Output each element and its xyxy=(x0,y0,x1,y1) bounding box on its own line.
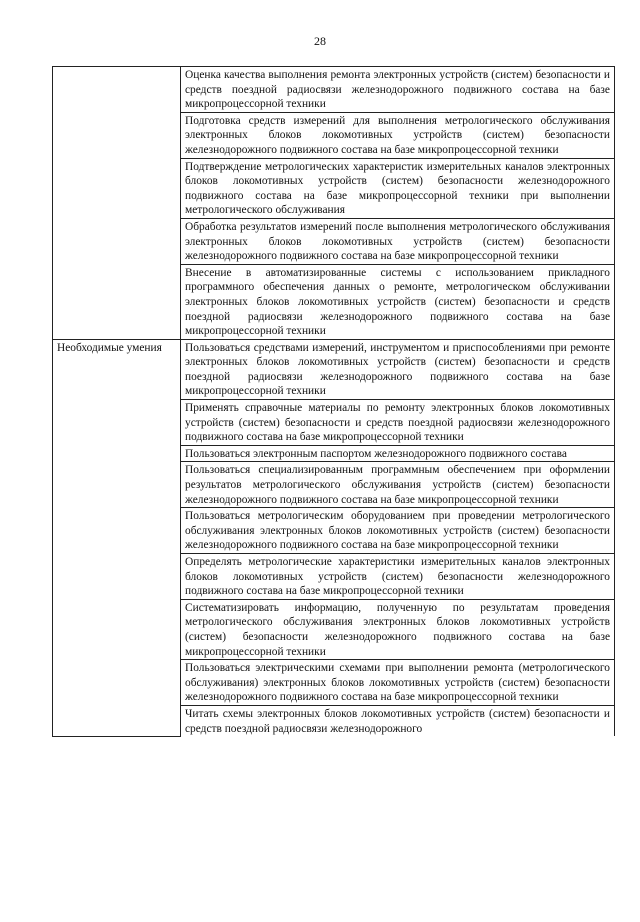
skill-cell: Пользоваться электрическими схемами при выполнении ремонта (метрологического обслуживания) электронных блоков локомотивных устройств (систем) безопасности железнодорожного подвижного состава на базе микропроцессорной техники xyxy=(181,660,615,706)
labor-action-cell: Оценка качества выполнения ремонта электронных устройств (систем) безопасности и средств поездной радиосвязи железнодорожного подвижного состава на базе микропроцессорной техники xyxy=(181,67,615,113)
table-row xyxy=(53,339,615,399)
section-label-skills: Необходимые умения xyxy=(53,339,181,736)
skill-cell: Пользоваться специализированным программным обеспечением при оформлении результатов метрологического обслуживания устройств (систем) безопасности железнодорожного подвижного состава на базе микропроцессорной техники xyxy=(181,462,615,508)
page-number: 28 xyxy=(314,34,326,48)
skill-cell: Пользоваться метрологическим оборудованием при проведении метрологического обслуживания электронных блоков локомотивных устройств (систем) безопасности железнодорожного подвижного состава на базе микропроцессорной техники xyxy=(181,508,615,554)
section-label-empty xyxy=(53,67,181,340)
skill-cell: Систематизировать информацию, полученную по результатам проведения метрологического обслуживания электронных блоков локомотивных устройств (систем) безопасности железнодорожного подвижного состава на базе микропроцессорной техники xyxy=(181,599,615,659)
skill-cell: Пользоваться электронным паспортом железнодорожного подвижного состава xyxy=(181,445,615,462)
requirements-table xyxy=(52,66,615,737)
skill-cell: Применять справочные материалы по ремонту электронных блоков локомотивных устройств (систем) безопасности и средств поездной радиосвязи железнодорожного подвижного состава на базе микропроцессорной техники xyxy=(181,400,615,446)
labor-action-cell: Обработка результатов измерений после выполнения метрологического обслуживания электронных блоков локомотивных устройств (систем) безопасности железнодорожного подвижного состава на базе микропроцессорной техники xyxy=(181,218,615,264)
skill-cell: Читать схемы электронных блоков локомотивных устройств (систем) безопасности и средств поездной радиосвязи железнодорожного xyxy=(181,705,615,736)
labor-action-cell: Подтверждение метрологических характеристик измерительных каналов электронных блоков локомотивных устройств (систем) безопасности железнодорожного подвижного состава на базе микропроцессорной техники при выполнении метрологического обслуживания xyxy=(181,158,615,218)
labor-action-cell: Внесение в автоматизированные системы с использованием прикладного программного обеспечения данных о ремонте, метрологическом обслуживании электронных блоков локомотивных устройств (систем) безопасности и средств поездной радиосвязи железнодорожного подвижного состава на базе микропроцессорной техники xyxy=(181,264,615,339)
skill-cell: Определять метрологические характеристики измерительных каналов электронных блоков локомотивных устройств (систем) безопасности железнодорожного подвижного состава на базе микропроцессорной техники xyxy=(181,554,615,600)
skill-cell: Пользоваться средствами измерений, инструментом и приспособлениями при ремонте электронных блоков локомотивных устройств (систем) безопасности и средств поездной радиосвязи железнодорожного подвижного состава на базе микропроцессорной техники xyxy=(181,339,615,399)
table-row xyxy=(53,67,615,113)
labor-action-cell: Подготовка средств измерений для выполнения метрологического обслуживания электронных блоков локомотивных устройств (систем) безопасности железнодорожного подвижного состава на базе микропроцессорной техники xyxy=(181,112,615,158)
